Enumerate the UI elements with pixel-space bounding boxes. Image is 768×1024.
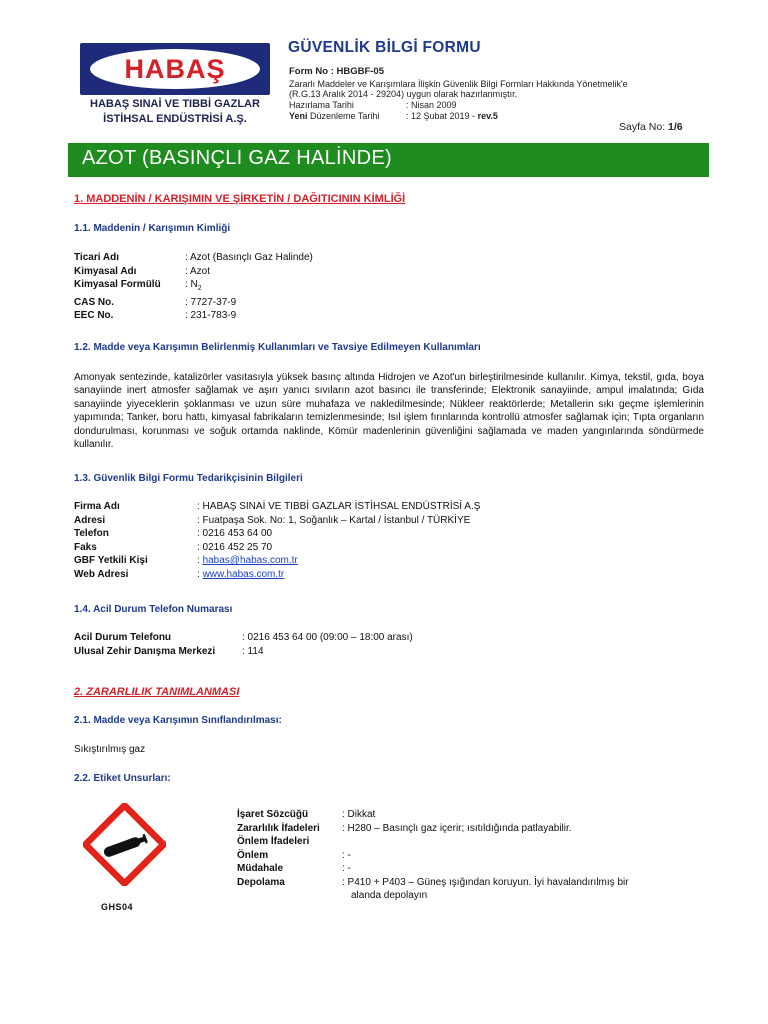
identity-label: Ticari Adı: [74, 252, 120, 263]
web-label: Web Adresi: [74, 568, 129, 580]
identity-value: : Azot: [185, 265, 211, 277]
label-element-value: : -: [342, 863, 351, 874]
product-title: AZOT (BASINÇLI GAZ HALİNDE): [82, 147, 393, 169]
supplier-row: [74, 500, 480, 514]
emergency-row: [74, 631, 413, 645]
label-element-label: Zararlılık İfadeleri: [237, 822, 320, 834]
label-row: [237, 876, 629, 890]
page-number-value: 1/6: [668, 121, 683, 133]
contact-prefix: :: [197, 555, 203, 566]
subsection-2-1-heading: 2.1. Madde veya Karışımın Sınıflandırılması:: [74, 715, 282, 726]
label-element-value: : -: [342, 849, 351, 861]
ghs04-label: GHS04: [101, 902, 134, 912]
section-1-heading: 1. MADDENİN / KARIŞIMIN VE ŞİRKETİN / DAĞITICININ KİMLİĞİ: [74, 193, 406, 205]
formula-subscript: 2: [197, 285, 202, 292]
company-line-1: HABAŞ SINAİ VE TIBBİ GAZLAR: [90, 98, 260, 110]
supplier-value: : HABAŞ SINAİ VE TIBBİ GAZLAR İSTİHSAL ENDÜSTRİSİ A.Ş: [197, 501, 481, 512]
contact-email-link[interactable]: habas@habas.com.tr: [202, 555, 298, 566]
identity-row: [74, 265, 313, 279]
emergency-row: [74, 645, 413, 659]
habas-logo: [80, 43, 270, 95]
supplier-value: : 0216 453 64 00: [197, 528, 273, 539]
storage-continuation: alanda depolayın: [351, 890, 428, 901]
label-elements-table: [237, 808, 629, 903]
label-row: [237, 835, 629, 849]
identity-value: : N: [185, 279, 198, 290]
preparation-date: [289, 100, 457, 111]
supplier-value: : Fuatpaşa Sok. No: 1, Soğanlık – Kartal / İstanbul / TÜRKİYE: [197, 514, 471, 526]
emergency-value: : 114: [242, 645, 264, 657]
revision-date-label: [289, 111, 406, 122]
company-line-2: İSTİHSAL ENDÜSTRİSİ A.Ş.: [103, 113, 247, 125]
revision-date: [289, 111, 498, 122]
revision-label-bold: Yeni: [289, 111, 308, 121]
web-url-link[interactable]: www.habas.com.tr: [202, 568, 285, 580]
supplier-row: [74, 514, 480, 528]
logo-text: HABAŞ: [124, 53, 226, 84]
label-element-value: : H280 – Basınçlı gaz içerir; ısıtıldığında patlayabilir.: [342, 822, 572, 834]
label-row: [237, 822, 629, 836]
preparation-date-label: Hazırlama Tarihi: [289, 100, 354, 110]
page-number: [619, 121, 683, 133]
contact-label: GBF Yetkili Kişi: [74, 555, 148, 566]
label-element-value: : Dikkat: [342, 809, 376, 820]
subsection-1-1-heading: 1.1. Maddenin / Karışımın Kimliği: [74, 223, 231, 234]
label-row: [237, 862, 629, 876]
identity-table: [74, 251, 313, 323]
subsection-1-3-heading: 1.3. Güvenlik Bilgi Formu Tedarikçisinin Bilgileri: [74, 473, 303, 484]
label-row: [237, 849, 629, 863]
form-title: GÜVENLİK BİLGİ FORMU: [288, 39, 481, 56]
logo-oval: [90, 49, 260, 89]
identity-value: : 7727-37-9: [185, 296, 237, 308]
form-number: Form No : HBGBF-05: [289, 66, 384, 77]
identity-row: [74, 309, 313, 323]
ghs04-gas-cylinder-icon: [83, 803, 166, 886]
supplier-row: [74, 527, 480, 541]
regulation-line-2: (R.G.13 Aralık 2014 - 29204) uygun olarak hazırlanmıştır.: [289, 89, 518, 99]
emergency-table: [74, 631, 413, 658]
identity-value: : Azot (Basınçlı Gaz Halinde): [185, 252, 313, 263]
label-element-label: Depolama: [237, 876, 285, 888]
subsection-1-4-heading: 1.4. Acil Durum Telefon Numarası: [74, 604, 233, 615]
web-prefix: :: [197, 568, 203, 580]
regulation-line-1: Zararlı Maddeler ve Karışımlara İlişkin Güvenlik Bilgi Formları Hakkında Yönetmelik'e: [289, 79, 628, 89]
identity-value: : 231-783-9: [185, 310, 237, 321]
identity-label: Kimyasal Formülü: [74, 279, 161, 290]
identity-label: EEC No.: [74, 310, 114, 321]
label-row: [237, 808, 629, 822]
label-element-label: Müdahale: [237, 863, 284, 874]
label-element-label: Önlem İfadeleri: [237, 836, 310, 847]
supplier-label: Adresi: [74, 514, 106, 526]
classification-text: Sıkıştırılmış gaz: [74, 744, 146, 755]
emergency-label: Ulusal Zehir Danışma Merkezi: [74, 645, 216, 657]
product-title-bar: [68, 143, 709, 177]
supplier-label: Telefon: [74, 528, 109, 539]
revision-number: rev.5: [477, 111, 498, 121]
supplier-row: [74, 554, 480, 568]
revision-date-value: : 12 Şubat 2019 -: [406, 111, 478, 121]
supplier-table: [74, 500, 480, 581]
subsection-1-2-heading: 1.2. Madde veya Karışımın Belirlenmiş Kullanımları ve Tavsiye Edilmeyen Kullanımları: [74, 342, 481, 353]
identity-row: [74, 278, 313, 296]
revision-label-rest: Düzenleme Tarihi: [307, 111, 380, 121]
section-2-heading: 2. ZARARLILIK TANIMLANMASI: [74, 686, 240, 698]
identity-label: Kimyasal Adı: [74, 265, 137, 277]
supplier-label: Faks: [74, 541, 97, 553]
supplier-row: [74, 541, 480, 555]
identity-row: [74, 251, 313, 265]
supplier-label: Firma Adı: [74, 501, 120, 512]
identity-row: [74, 296, 313, 310]
label-element-label: Önlem: [237, 849, 269, 861]
supplier-row: [74, 568, 480, 582]
company-name: [60, 97, 290, 127]
label-element-label: İşaret Sözcüğü: [237, 809, 309, 820]
emergency-label: Acil Durum Telefonu: [74, 632, 172, 643]
identity-label: CAS No.: [74, 296, 114, 308]
emergency-value: : 0216 453 64 00 (09:00 – 18:00 arası): [242, 632, 413, 643]
subsection-2-2-heading: 2.2. Etiket Unsurları:: [74, 773, 171, 784]
page-number-label: Sayfa No:: [619, 121, 669, 133]
label-element-value: : P410 + P403 – Güneş ışığından koruyun. İyi havalandırılmış bir: [342, 876, 629, 888]
preparation-date-value: : Nisan 2009: [406, 100, 457, 110]
supplier-value: : 0216 452 25 70: [197, 541, 273, 553]
uses-paragraph: Amonyak sentezinde, katalizörler vasıtasıyla yüksek basınç altında Hidrojen ve Azot'un birleştirilmesinde kullanılır. Kimya, tekstil, gıda, boya sanayiinde inert atmosfer sağlamak ve aşırı yanıcı sıvıların azot basıncı ile transferinde; Elektronik sanayiinde, ampul imalatında; Gıda sanayiinde yiyeceklerin şoklanması ve uzun süre muhafaza ve nakledilmesinde; Nükleer reaktörlerde; Metallerin sıkı geçme işlemlerinin yapımında; Tanker, boru hattı, kimyasal fabrikaların temizlenmesinde; Isıl işlem fırınlarında kontrollü atmosfer sağlamak için; Tıpta organların dondurulması, korunması ve soğuk ortamda naklinde, Kömür madenlerinin güvenliğini sağlamada ve maden yangınlarında söndürmede kullanılır.: [74, 372, 704, 451]
label-row: [237, 889, 629, 903]
